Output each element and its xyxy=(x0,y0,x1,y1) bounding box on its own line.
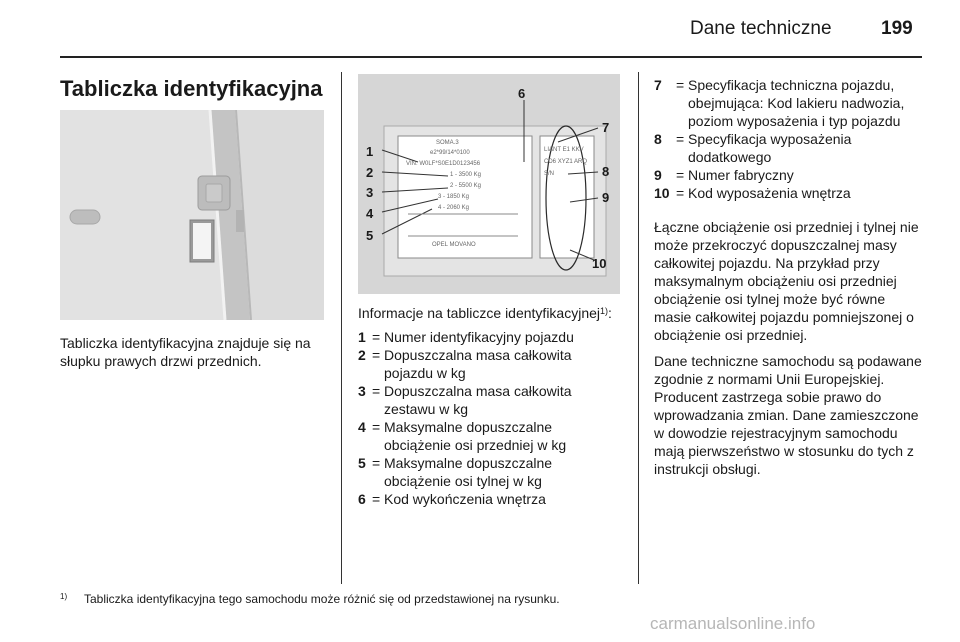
plate-info-list xyxy=(358,328,620,508)
axle-load-paragraph: Łączne obciążenie osi przedniej i tylnej nie może przekroczyć dopuszczalnej masy całkowitej pojazdu. Na przykład przy maksymalnym obciążeniu osi przedniej obciążenie osi tylnej może być równe masie całkowitej pojazdu pomniejszonej o obciążenie osi przedniej. xyxy=(654,219,919,343)
footnote-ref[interactable]: 1) xyxy=(600,306,609,316)
header-rule xyxy=(60,56,922,58)
footnote-text: Tabliczka identyfikacyjna tego samochodu może różnić się od przedstawionej na rysunku. xyxy=(84,592,560,606)
plate-side-line: E1 xyxy=(562,147,570,153)
callout-5: 5 xyxy=(366,228,374,243)
list-item: 7 = Specyfikacja techniczna pojazdu, obejmująca: Kod lakieru nadwozia, poziom wyposażenia i typ pojazdu xyxy=(654,77,905,129)
right-column xyxy=(654,76,924,478)
callout-6: 6 xyxy=(518,86,526,101)
section-heading: Tabliczka identyfikacyjna xyxy=(60,76,323,101)
page-number: 199 xyxy=(881,18,913,39)
plate-info-intro xyxy=(358,304,620,322)
plate-line: 4 - 2060 Kg xyxy=(438,205,470,211)
plate-line: OPEL MOVANO xyxy=(432,242,476,248)
footnote-mark: 1) xyxy=(60,592,68,601)
photo-caption: Tabliczka identyfikacyjna znajduje się na słupku prawych drzwi przednich. xyxy=(60,335,311,369)
eu-standards-paragraph: Dane techniczne samochodu są podawane zgodnie z normami Unii Europejskiej. Producent zastrzega sobie prawo do wprowadzania zmian. Dane zamieszczone w dowodzie rejestracyjnym samochodu mają pierwszeństwo w stosunku do tych z instrukcji obsługi. xyxy=(654,353,922,477)
plate-info-block xyxy=(358,304,620,508)
plate-side-line: LIANT xyxy=(544,147,561,153)
callout-4: 4 xyxy=(366,206,374,221)
callout-10: 10 xyxy=(592,256,607,271)
id-plate-illustration xyxy=(358,74,620,294)
callout-7: 7 xyxy=(602,120,610,135)
list-item: 1 = Numer identyfikacyjny pojazdu xyxy=(358,329,574,345)
plate-line: 2 - 5500 Kg xyxy=(450,183,482,189)
intro-text: Informacje na tabliczce identyfikacyjnej xyxy=(358,305,601,321)
list-item: 10 = Kod wyposażenia wnętrza xyxy=(654,185,851,201)
callout-3: 3 xyxy=(366,185,374,200)
plate-side-text xyxy=(544,144,590,180)
list-item: 8 = Specyfikacja wyposażenia dodatkowego xyxy=(654,131,852,165)
door-pillar-photo xyxy=(60,110,324,320)
footnote xyxy=(60,592,560,606)
intro-colon: : xyxy=(608,305,612,321)
callout-8: 8 xyxy=(602,164,610,179)
list-item: 2 = Dopuszczalna masa całkowita pojazdu w kg xyxy=(358,347,572,381)
callout-9: 9 xyxy=(602,190,610,205)
plate-line: VIN: W0LF*S0E1D0123456 xyxy=(406,161,481,167)
plate-side-line: ARQ xyxy=(574,159,588,165)
list-item: 6 = Kod wykończenia wnętrza xyxy=(358,491,546,507)
callout-1: 1 xyxy=(366,144,374,159)
left-column xyxy=(60,76,328,102)
plate-diagram xyxy=(358,74,620,294)
plate-line: 1 - 3500 Kg xyxy=(450,172,482,178)
page-header-title: Dane techniczne xyxy=(690,18,832,39)
plate-line: SOMA.3 xyxy=(436,140,459,146)
plate-info-list-continued xyxy=(654,76,924,202)
plate-side-line: S/N xyxy=(544,171,555,177)
callout-2: 2 xyxy=(366,165,374,180)
plate-line: 3 - 1850 Kg xyxy=(438,194,470,200)
plate-side-line: KKV xyxy=(571,147,584,153)
column-rule-right xyxy=(638,72,639,584)
plate-side-line: CD6 xyxy=(544,159,557,165)
door-pillar-illustration xyxy=(60,110,324,320)
watermark: carmanualsonline.info xyxy=(650,614,816,633)
list-item: 4 = Maksymalne dopuszczalne obciążenie osi przedniej w kg xyxy=(358,419,567,453)
list-item: 9 = Numer fabryczny xyxy=(654,167,794,183)
plate-side-line: XYZ1 xyxy=(557,159,573,165)
plate-line: e2*99/14*0100 xyxy=(430,150,470,156)
list-item: 5 = Maksymalne dopuszczalne obciążenie osi tylnej w kg xyxy=(358,455,553,489)
column-rule-left xyxy=(341,72,342,584)
list-item: 3 = Dopuszczalna masa całkowita zestawu w kg xyxy=(358,383,572,417)
